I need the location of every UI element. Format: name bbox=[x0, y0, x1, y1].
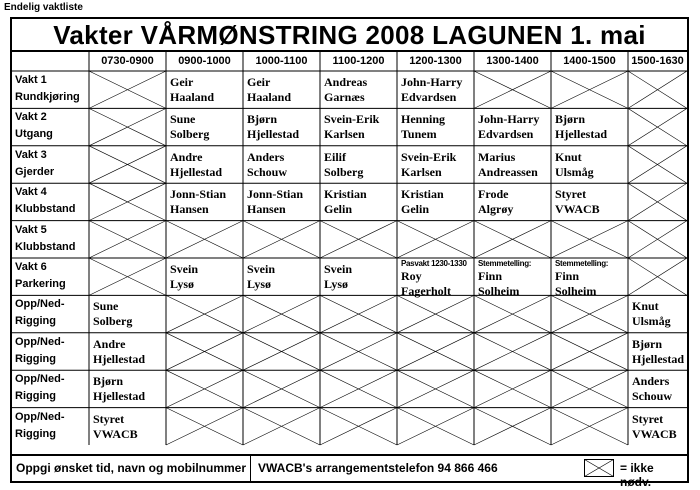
shift-note: Stemmetelling: bbox=[555, 259, 609, 268]
volunteer-name: Svein bbox=[247, 262, 276, 276]
volunteer-name: Marius bbox=[478, 149, 516, 164]
legend-text: = ikke nødv. bbox=[620, 461, 654, 489]
shift-assignment bbox=[166, 75, 243, 105]
shift-assignment bbox=[628, 374, 687, 404]
shift-assignment bbox=[397, 259, 474, 299]
shift-assignment bbox=[551, 150, 628, 180]
time-slot-header: 1400-1500 bbox=[563, 55, 616, 67]
shift-assignment bbox=[320, 150, 397, 180]
volunteer-name: Lysø bbox=[247, 277, 272, 291]
row-label-line: Rigging bbox=[15, 427, 56, 440]
volunteer-name: Kristian bbox=[324, 187, 367, 202]
shift-assignment bbox=[397, 75, 474, 105]
row-label-line: Vakt 5 bbox=[15, 223, 47, 236]
row-label-line: Rundkjøring bbox=[15, 91, 80, 103]
row-label-line: Rigging bbox=[15, 315, 56, 328]
volunteer-name: Bjørn bbox=[555, 112, 585, 127]
volunteer-name: Hjellestad bbox=[555, 127, 607, 142]
shift-assignment bbox=[89, 412, 166, 442]
volunteer-name: Gelin bbox=[401, 202, 430, 217]
volunteer-name: Andreas bbox=[324, 75, 368, 89]
shift-assignment bbox=[628, 299, 687, 329]
volunteer-name: Schouw bbox=[632, 389, 673, 404]
time-slot-header: 1000-1100 bbox=[255, 55, 308, 67]
volunteer-name: Jonn-Stian bbox=[247, 187, 304, 202]
row-label bbox=[15, 222, 76, 256]
volunteer-name: Finn bbox=[555, 269, 580, 283]
page-label: Endelig vaktliste bbox=[4, 2, 83, 13]
volunteer-name: Hansen bbox=[170, 202, 209, 217]
volunteer-name: Andre bbox=[170, 149, 203, 164]
time-slot-header: 0900-1000 bbox=[178, 55, 231, 67]
volunteer-name: Roy bbox=[401, 269, 422, 283]
volunteer-name: Hjellestad bbox=[93, 389, 145, 404]
volunteer-name: Fagerholt bbox=[401, 284, 451, 298]
volunteer-name: Styret bbox=[632, 411, 664, 426]
shift-note: Pasvakt 1230-1330 bbox=[401, 259, 467, 268]
row-label-line: Vakt 2 bbox=[15, 111, 47, 124]
row-label bbox=[15, 72, 80, 106]
row-label bbox=[15, 334, 65, 368]
shift-assignment bbox=[89, 337, 166, 367]
volunteer-name: Gelin bbox=[324, 202, 353, 217]
shift-assignment bbox=[474, 150, 551, 180]
volunteer-name: Svein bbox=[324, 262, 353, 276]
row-label-line: Utgang bbox=[15, 128, 53, 141]
row-label bbox=[15, 184, 76, 218]
row-label-line: Vakt 1 bbox=[15, 74, 47, 86]
row-label-line: Klubbstand bbox=[15, 240, 76, 253]
volunteer-name: Knut bbox=[632, 299, 659, 314]
shift-assignment bbox=[628, 337, 687, 367]
volunteer-name: Geir bbox=[247, 75, 271, 89]
volunteer-name: Kristian bbox=[401, 187, 444, 202]
volunteer-name: VWACB bbox=[632, 426, 677, 441]
shift-assignment bbox=[166, 187, 243, 217]
volunteer-name: Hjellestad bbox=[170, 164, 222, 179]
volunteer-name: Ulsmåg bbox=[555, 164, 594, 179]
row-label-line: Opp/Ned- bbox=[15, 298, 65, 311]
volunteer-name: Algrøy bbox=[478, 202, 514, 217]
volunteer-name: Solberg bbox=[93, 314, 133, 329]
volunteer-name: Solberg bbox=[170, 127, 210, 142]
shift-assignment bbox=[89, 299, 166, 329]
volunteer-name: John-Harry bbox=[401, 75, 463, 89]
shift-assignment bbox=[397, 187, 474, 217]
shift-assignment bbox=[397, 150, 474, 180]
shift-assignment bbox=[89, 374, 166, 404]
shift-assignment bbox=[243, 262, 320, 292]
row-label bbox=[15, 109, 53, 143]
row-label-line: Vakt 4 bbox=[15, 186, 47, 199]
shift-note: Stemmetelling: bbox=[478, 259, 532, 268]
volunteer-name: Ulsmåg bbox=[632, 314, 671, 329]
volunteer-name: Eilif bbox=[324, 149, 347, 164]
row-label-line: Opp/Ned- bbox=[15, 335, 65, 348]
volunteer-name: Styret bbox=[555, 187, 587, 202]
volunteer-name: Bjørn bbox=[93, 374, 123, 389]
shift-assignment bbox=[551, 259, 628, 299]
shift-assignment bbox=[320, 75, 397, 105]
row-label bbox=[15, 371, 65, 405]
row-label bbox=[15, 409, 65, 443]
volunteer-name: Andre bbox=[93, 336, 126, 351]
legend-cross-box bbox=[584, 459, 614, 477]
volunteer-name: Edvardsen bbox=[401, 90, 457, 104]
volunteer-name: Styret bbox=[93, 411, 125, 426]
volunteer-name: Solberg bbox=[324, 164, 364, 179]
volunteer-name: Andreassen bbox=[478, 164, 538, 179]
shift-assignment bbox=[320, 112, 397, 142]
shift-assignment bbox=[243, 112, 320, 142]
page-title: Vakter VÅRMØNSTRING 2008 LAGUNEN 1. mai bbox=[12, 19, 687, 52]
volunteer-name: Sune bbox=[93, 299, 119, 314]
volunteer-name: Frode bbox=[478, 187, 509, 202]
volunteer-name: Svein-Erik bbox=[324, 112, 380, 127]
schedule-sheet bbox=[10, 17, 689, 489]
volunteer-name: Jonn-Stian bbox=[170, 187, 227, 202]
volunteer-name: Solheim bbox=[478, 284, 520, 298]
footer-instructions: Oppgi ønsket tid, navn og mobilnummer bbox=[16, 461, 247, 475]
shift-assignment bbox=[551, 187, 628, 217]
volunteer-name: Knut bbox=[555, 149, 582, 164]
time-slot-header: 1200-1300 bbox=[409, 55, 462, 67]
volunteer-name: Lysø bbox=[324, 277, 349, 291]
row-label-line: Rigging bbox=[15, 390, 56, 403]
volunteer-name: Bjørn bbox=[247, 112, 277, 127]
row-label-line: Parkering bbox=[15, 278, 66, 290]
shift-assignment bbox=[474, 187, 551, 217]
row-label bbox=[15, 296, 65, 330]
volunteer-name: Geir bbox=[170, 75, 194, 89]
shift-assignment bbox=[166, 262, 243, 292]
row-label-line: Rigging bbox=[15, 352, 56, 365]
shift-assignment bbox=[243, 187, 320, 217]
row-label bbox=[15, 259, 66, 293]
volunteer-name: Svein bbox=[170, 262, 199, 276]
footer-divider bbox=[250, 456, 251, 481]
volunteer-name: Sune bbox=[170, 112, 196, 127]
volunteer-name: VWACB bbox=[555, 202, 600, 217]
shift-assignment bbox=[397, 112, 474, 142]
volunteer-name: Haaland bbox=[170, 90, 215, 104]
shift-assignment bbox=[474, 259, 551, 299]
row-label-line: Vakt 3 bbox=[15, 148, 47, 161]
volunteer-name: Hjellestad bbox=[632, 351, 684, 366]
volunteer-name: Bjørn bbox=[632, 336, 662, 351]
volunteer-name: Hansen bbox=[247, 202, 286, 217]
time-slot-header: 1500-1630 bbox=[631, 55, 684, 67]
volunteer-name: Schouw bbox=[247, 164, 288, 179]
volunteer-name: VWACB bbox=[93, 426, 138, 441]
shift-assignment bbox=[320, 187, 397, 217]
volunteer-name: Hjellestad bbox=[93, 351, 145, 366]
volunteer-name: Tunem bbox=[401, 127, 437, 142]
volunteer-name: Anders bbox=[247, 149, 285, 164]
row-label bbox=[15, 147, 54, 181]
volunteer-name: Haaland bbox=[247, 90, 292, 104]
shift-assignment bbox=[243, 150, 320, 180]
shift-assignment bbox=[166, 150, 243, 180]
volunteer-name: Edvardsen bbox=[478, 127, 534, 142]
footer-phone: VWACB's arrangementstelefon 94 866 466 bbox=[258, 461, 498, 475]
shift-assignment bbox=[320, 262, 397, 292]
time-slot-header: 0730-0900 bbox=[101, 55, 154, 67]
volunteer-name: Garnæs bbox=[324, 90, 365, 104]
volunteer-name: Henning bbox=[401, 112, 446, 127]
row-label-line: Opp/Ned- bbox=[15, 410, 65, 423]
row-label-line: Klubbstand bbox=[15, 203, 76, 216]
volunteer-name: Hjellestad bbox=[247, 127, 299, 142]
volunteer-name: Solheim bbox=[555, 284, 597, 298]
row-label-line: Gjerder bbox=[15, 165, 55, 178]
row-label-line: Opp/Ned- bbox=[15, 373, 65, 386]
volunteer-name: John-Harry bbox=[478, 112, 540, 127]
shift-assignment bbox=[628, 412, 687, 442]
time-slot-header: 1100-1200 bbox=[332, 55, 385, 67]
row-label-line: Vakt 6 bbox=[15, 261, 47, 273]
shift-assignment bbox=[243, 75, 320, 105]
volunteer-name: Karlsen bbox=[324, 127, 365, 142]
volunteer-name: Finn bbox=[478, 269, 503, 283]
volunteer-name: Anders bbox=[632, 374, 670, 389]
shift-assignment bbox=[551, 112, 628, 142]
shift-assignment bbox=[166, 112, 243, 142]
footer bbox=[12, 454, 687, 489]
shift-assignment bbox=[474, 112, 551, 142]
volunteer-name: Svein-Erik bbox=[401, 149, 457, 164]
volunteer-name: Karlsen bbox=[401, 164, 442, 179]
time-slot-header: 1300-1400 bbox=[486, 55, 539, 67]
volunteer-name: Lysø bbox=[170, 277, 195, 291]
